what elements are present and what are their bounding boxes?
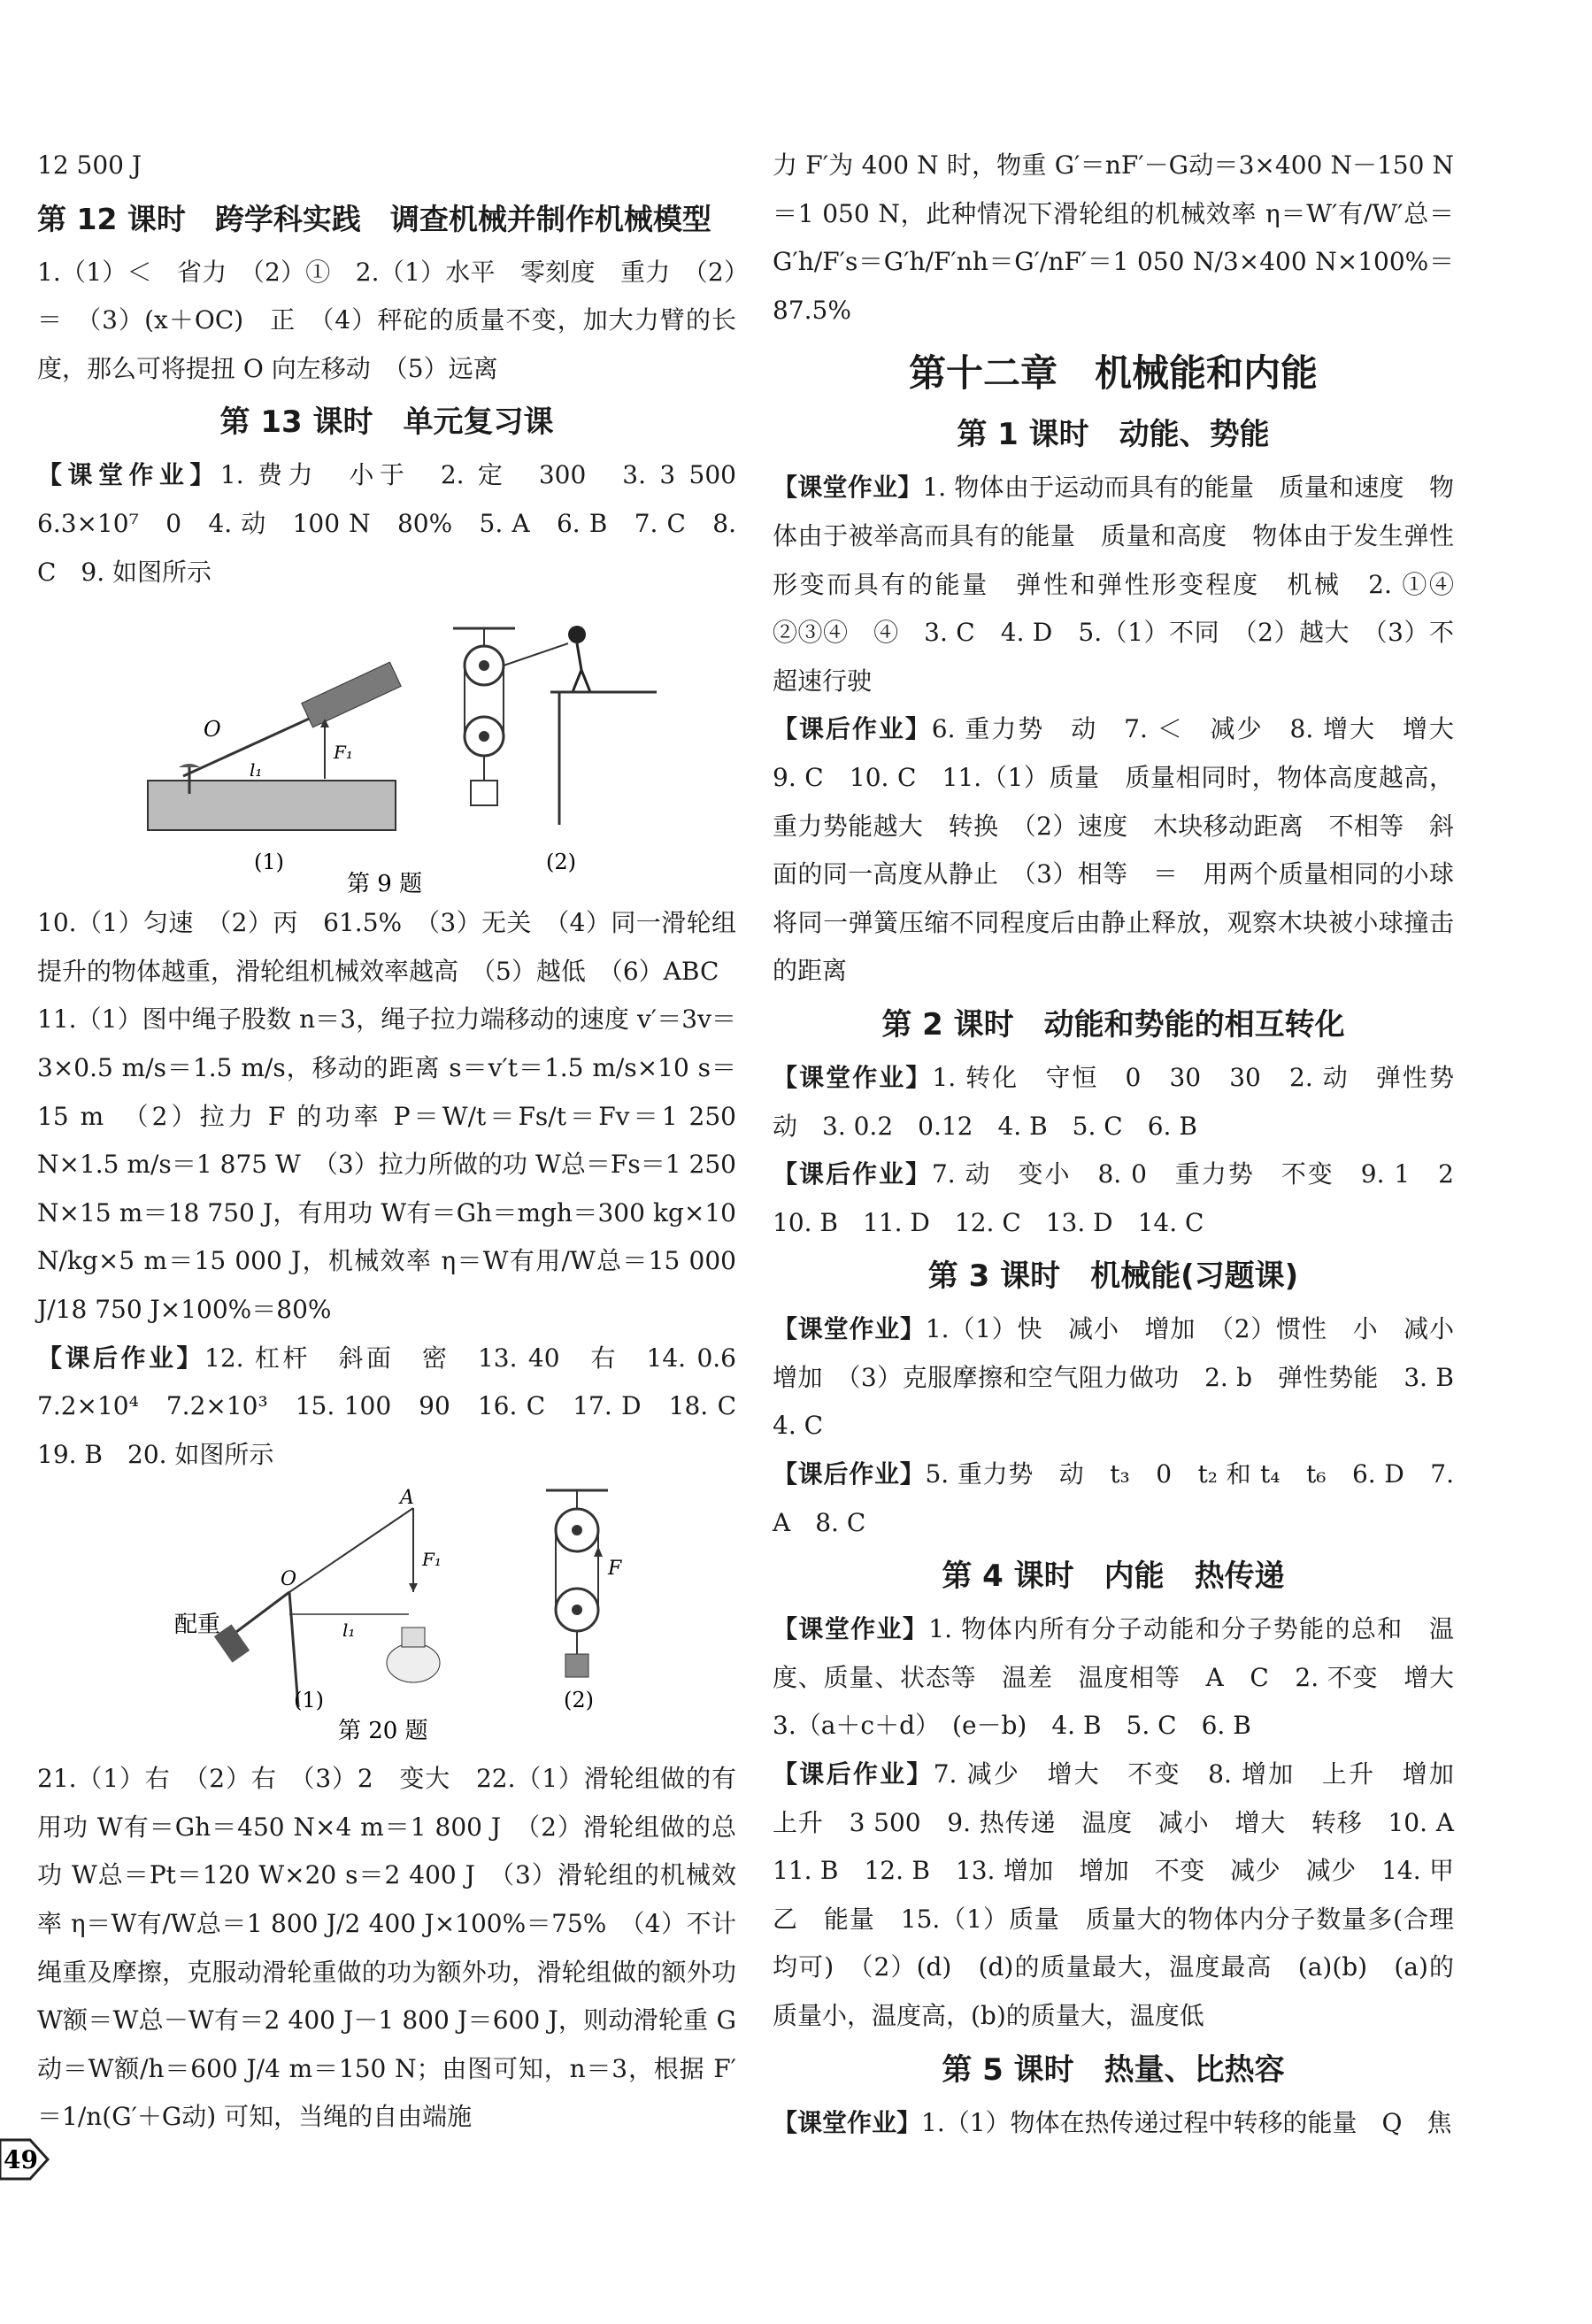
page-number: 49 — [4, 2145, 38, 2174]
classwork-tag: 【课堂作业】 — [37, 460, 220, 490]
lesson-5-classwork-text: 1.（1）物体在热传递过程中转移的能量 Q 焦 — [921, 2107, 1452, 2137]
lesson-3-title: 第 3 课时 机械能(习题课) — [927, 1258, 1299, 1295]
fig20-label-F: F — [608, 1558, 622, 1581]
lesson-3-afterclass-text: 5. 重力势 动 t₃ 0 t₂ 和 t₄ t₆ 6. D 7. A 8. C — [773, 1459, 1454, 1537]
chapter-12-title: 第十二章 机械能和内能 — [908, 351, 1318, 396]
figure-9 — [37, 604, 736, 896]
afterclass-tag: 【课后作业】 — [773, 1159, 932, 1189]
lesson-1-classwork — [773, 464, 1480, 705]
figure-20 — [37, 1486, 736, 1751]
lesson-1-title: 第 1 课时 动能、势能 — [957, 417, 1270, 453]
afterclass-tag: 【课后作业】 — [37, 1343, 205, 1373]
fig9-label-O: O — [204, 717, 221, 743]
lesson-4-classwork — [773, 1605, 1480, 1751]
lesson-2-classwork — [773, 1054, 1479, 1150]
fig20-label-l1: l₁ — [342, 1620, 356, 1642]
fig9-label-F1: F₁ — [334, 742, 353, 764]
lesson-4-afterclass — [773, 1751, 1480, 2041]
classwork-tag: 【课堂作业】 — [773, 2107, 922, 2137]
fig20-sub1: (1) — [294, 1688, 324, 1713]
afterclass-text: 12. 杠杆 斜面 密 13. 40 右 14. 0.6 7.2×10⁴ 7.2×10³ 15. 100 90 16. C 17. D 18. C 19. B 20. 如图所示 — [37, 1343, 762, 1469]
fig9-sub2: (2) — [546, 850, 576, 875]
afterclass-tag: 【课后作业】 — [773, 714, 932, 744]
lesson-1-afterclass — [773, 705, 1480, 996]
section-12-answers: 1.（1）＜ 省力 （2）① 2.（1）水平 零刻度 重力 （2）＝ （3）(x＋OC) 正 （4）秤砣的质量不变，加大力臂的长度，那么可将提扭 O 向左移动 （5）远离 — [37, 257, 736, 383]
fig20-caption: 第 20 题 — [338, 1718, 428, 1745]
lesson-3-afterclass — [773, 1451, 1454, 1547]
page-number-badge — [0, 2135, 51, 2184]
q11: 11.（1）图中绳子股数 n＝3，绳子拉力端移动的速度 v′＝3v＝3×0.5 m/s＝1.5 m/s，移动的距离 s＝v′t＝1.5 m/s×10 s＝15 m （2）拉力 F 的功率 P＝W/t＝Fs/t＝Fv＝1 250 N×1.5 m/s＝1 875 W （3）拉力所做的功 W总＝Fs＝1 250 N×15 m＝18 750 J，有用功 W有＝Gh＝mgh＝300 kg×10 N/kg×5 m＝15 000 J，机械效率 η＝W有用/W总＝15 000 J/18 750 J×100%＝80% — [37, 1004, 736, 1324]
lesson-2-afterclass-text: 7. 动 变小 8. 0 重力势 不变 9. 1 2 10. B 11. D 12. C 13. D 14. C — [773, 1159, 1480, 1237]
top-line: 12 500 J — [37, 150, 142, 180]
fig20-label-F1: F₁ — [422, 1549, 442, 1571]
lesson-4-afterclass-text: 7. 减少 增大 不变 8. 增加 上升 增加 上升 3 500 9. 热传递 温度 减小 增大 转移 10. A 11. B 12. B 13. 增加 增加 不变 减少 减少 14. 甲 乙 能量 15.（1）质量 质量大的物体内分子数量多(合理均可) （2）(d) (d)的质量最大，温度最高 (a)(b) (a)的质量小，温度高，(b)的质量大，温度低 — [773, 1759, 1480, 2030]
lesson-3-classwork — [773, 1305, 1480, 1451]
lesson-5-classwork — [773, 2099, 1454, 2148]
classwork-tag: 【课堂作业】 — [773, 1314, 926, 1344]
fig9-caption: 第 9 题 — [347, 871, 423, 897]
classwork-tag: 【课堂作业】 — [773, 473, 923, 503]
lesson-2-title: 第 2 课时 动能和势能的相互转化 — [881, 1006, 1345, 1043]
q21-22: 21.（1）右 （2）右 （3）2 变大 22.（1）滑轮组做的有用功 W有＝Gh＝450 N×4 m＝1 800 J （2）滑轮组做的总功 W总＝Pt＝120 W×20 s＝2 400 J （3）滑轮组的机械效率 η＝W有/W总＝1 800 J/2 400 J×100%＝75% （4）不计绳重及摩擦，克服动滑轮重做的功为额外功，滑轮组做的额外功 W额＝W总－W有＝2 400 J－1 800 J＝600 J，则动滑轮重 G动＝W额/h＝600 J/4 m＝150 N；由图可知，n＝3，根据 F′＝1/n(G′＋G动) 可知，当绳的自由端施 — [37, 1764, 736, 2132]
afterclass-tag: 【课后作业】 — [773, 1459, 926, 1489]
figure-9-drawing — [37, 604, 736, 896]
figure-20-drawing — [37, 1486, 736, 1751]
afterclass-tag: 【课后作业】 — [773, 1759, 934, 1789]
afterclass-13 — [37, 1335, 762, 1480]
classwork-tag: 【课堂作业】 — [773, 1614, 929, 1644]
lesson-2-afterclass — [773, 1150, 1480, 1247]
left-column — [37, 142, 762, 2142]
q10: 10.（1）匀速 （2）丙 61.5% （3）无关 （4）同一滑轮组提升的物体越重，滑轮组机械效率越高 （5）越低 （6）ABC — [37, 908, 736, 986]
lesson-4-classwork-text: 1. 物体内所有分子动能和分子势能的总和 温度、质量、状态等 温差 温度相等 A C 2. 不变 增大 3.（a＋c＋d） (e－b) 4. B 5. C 6. B — [773, 1614, 1480, 1741]
right-column — [773, 142, 1480, 2147]
page-badge-shape — [0, 2135, 51, 2184]
fig9-label-l1: l₁ — [250, 759, 263, 781]
section-13-title: 第 13 课时 单元复习课 — [219, 404, 554, 441]
lesson-4-title: 第 4 课时 内能 热传递 — [942, 1558, 1285, 1595]
lesson-3-classwork-text: 1.（1）快 减小 增加 （2）惯性 小 减小 增加 （3）克服摩擦和空气阻力做功 2. b 弹性势能 3. B 4. C — [773, 1314, 1480, 1441]
fig9-sub1: (1) — [254, 850, 284, 875]
section-12-title: 第 12 课时 跨学科实践 调查机械并制作机械模型 — [37, 201, 711, 236]
lesson-1-classwork-text: 1. 物体由于运动而具有的能量 质量和速度 物体由于被举高而具有的能量 质量和高度 物体由于发生弹性形变而具有的能量 弹性和弹性形变程度 机械 2. ①④ ②③④ ④ 3. C 4. D 5.（1）不同 （2）越大 （3）不超速行驶 — [773, 473, 1480, 696]
lesson-5-title: 第 5 课时 热量、比热容 — [942, 2051, 1285, 2088]
fig20-label-A: A — [400, 1487, 414, 1510]
fig20-label-counterweight: 配重 — [174, 1612, 221, 1639]
section-13-classwork — [37, 451, 762, 596]
fig20-sub2: (2) — [564, 1688, 594, 1713]
lesson-2-classwork-text: 1. 转化 守恒 0 30 30 2. 动 弹性势 动 3. 0.2 0.12 4. B 5. C 6. B — [773, 1062, 1479, 1141]
fig20-label-O: O — [281, 1568, 297, 1591]
classwork-tag: 【课堂作业】 — [773, 1062, 933, 1092]
classwork-text: 1. 费力 小于 2. 定 300 3. 3 500 6.3×10⁷ 0 4. 动 100 N 80% 5. A 6. B 7. C 8. C 9. 如图所示 — [37, 460, 762, 587]
q22-continuation: 力 F′为 400 N 时，物重 G′＝nF′－G动＝3×400 N－150 N＝1 050 N，此种情况下滑轮组的机械效率 η＝W′有/W′总＝G′h/F′s＝G′h/F′nh＝G′/nF′＝1 050 N/3×400 N×100%＝87.5% — [773, 150, 1454, 325]
lesson-1-afterclass-text: 6. 重力势 动 7. ＜ 减少 8. 增大 增大 9. C 10. C 11.（1）质量 质量相同时，物体高度越高，重力势能越大 转换 （2）速度 木块移动距离 不相等 斜面的同一高度从静止 （3）相等 ＝ 用两个质量相同的小球将同一弹簧压缩不同程度后由静止释放，观察木块被小球撞击的距离 — [773, 714, 1480, 986]
